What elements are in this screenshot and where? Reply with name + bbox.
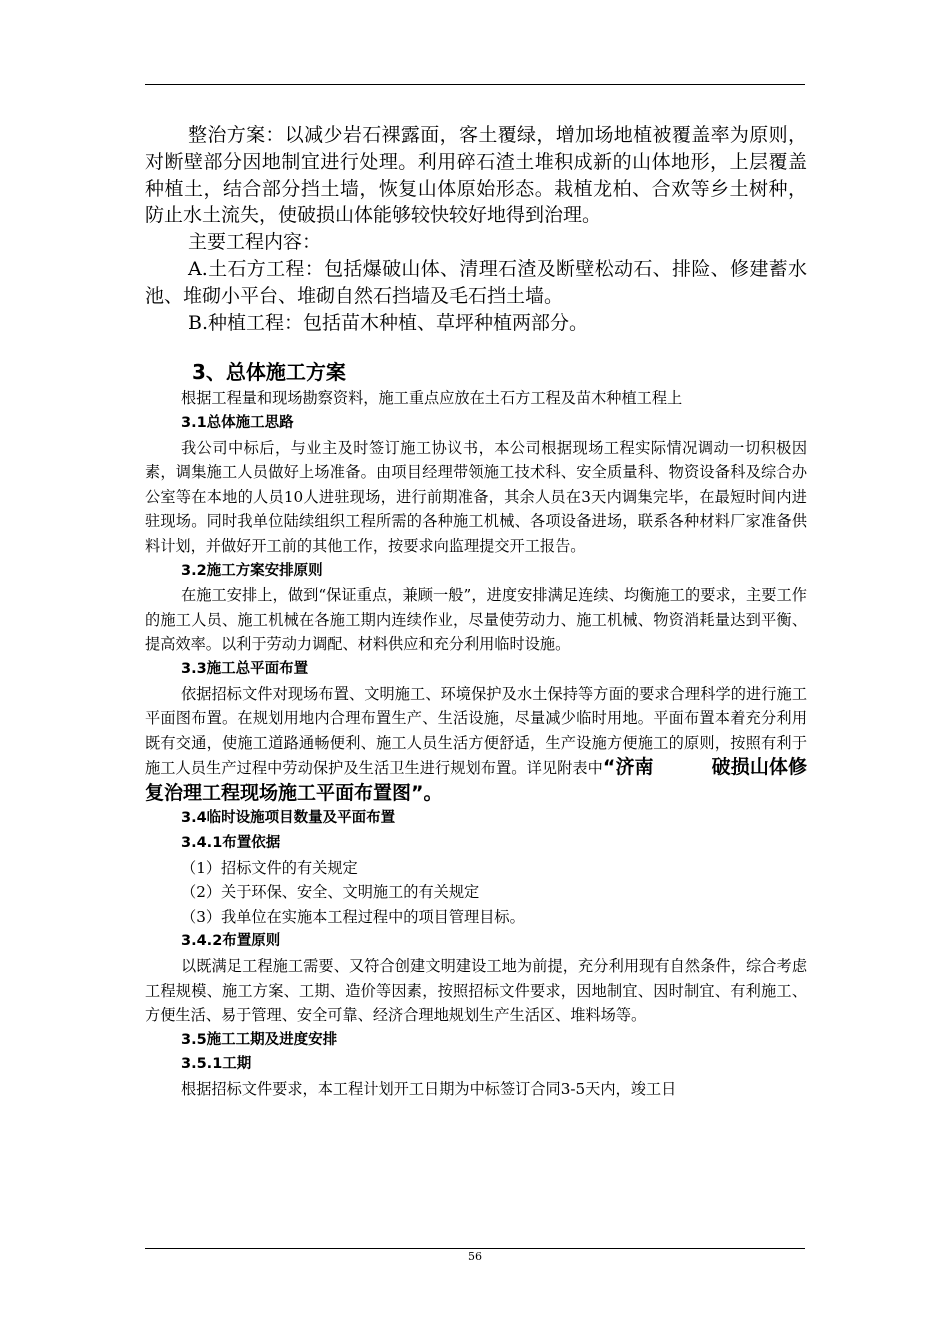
layout-plan-title-part-1: “济南	[602, 756, 654, 779]
list-item-basis-3: （3）我单位在实施本工程过程中的项目管理目标。	[181, 907, 525, 926]
paragraph-3-3-text: 依据招标文件对现场布置、文明施工、环境保护及水土保持等方面的要求合理科学的进行施工平面图布置。在规划用地内合理布置生产、生活设施，尽量减少临时用地。平面布置本着充分利用既有交通，使施工道路通畅便利、施工人员生活方便舒适，生产设施方便施工的原则，按照有利于施工人员生产过程中劳动保护及生活卫生进行规划布置。详见附表中	[145, 684, 807, 778]
heading-3-5: 3.5施工工期及进度安排	[181, 1031, 338, 1048]
paragraph-planting: B.种植工程：包括苗木种植、草坪种植两部分。	[188, 311, 589, 334]
heading-3-4-2: 3.4.2布置原则	[181, 933, 281, 950]
footer-rule	[145, 1248, 805, 1249]
paragraph-remediation-plan: 整治方案：以减少岩石裸露面，客土覆绿，增加场地植被覆盖率为原则，对断壁部分因地制宜进行处理。利用碎石渣土堆积成新的山体地形，上层覆盖种植土，结合部分挡土墙，恢复山体原始形态。栽植龙柏、合欢等乡土树种，防止水土流失，使破损山体能够较快较好地得到治理。	[145, 124, 807, 227]
heading-3-2: 3.2施工方案安排原则	[181, 562, 323, 579]
section-3-intro: 根据工程量和现场勘察资料，施工重点应放在土石方工程及苗木种植工程上	[181, 389, 683, 408]
heading-3-4-1: 3.4.1布置依据	[181, 835, 281, 852]
list-item-basis-1: （1）招标文件的有关规定	[181, 858, 358, 877]
layout-plan-title-end: 。	[423, 781, 443, 804]
header-rule	[145, 84, 805, 85]
heading-3-5-1: 3.5.1工期	[181, 1056, 252, 1073]
heading-3-1: 3.1总体施工思路	[181, 414, 294, 431]
list-item-basis-2: （2）关于环保、安全、文明施工的有关规定	[181, 883, 480, 902]
paragraph-3-1: 我公司中标后，与业主及时签订施工协议书，本公司根据现场工程实际情况调动一切积极因素，调集施工人员做好上场准备。由项目经理带领施工技术科、安全质量科、物资设备科及综合办公室等在本地的人员10人进驻现场，进行前期准备，其余人员在3天内调集完毕，在最短时间内进驻现场。同时我单位陆续组织工程所需的各种施工机械、各项设备进场，联系各种材料厂家准备供料计划，并做好开工前的其他工作，按要求向监理提交开工报告。	[145, 438, 807, 555]
section-heading-3: 3、总体施工方案	[192, 360, 346, 385]
paragraph-3-3	[145, 682, 807, 807]
paragraph-3-4-2: 以既满足工程施工需要、又符合创建文明建设工地为前提，充分利用现有自然条件，综合考虑工程规模、施工方案、工期、造价等因素，按照招标文件要求，因地制宜、因时制宜、有利施工、方便生活、易于管理、安全可靠、经济合理地规划生产生活区、堆料场等。	[145, 957, 807, 1025]
layout-plan-title-part-2: 破损山体修复治理工程现场施工平面布置图”	[145, 756, 807, 804]
page-number: 56	[468, 1250, 482, 1263]
paragraph-earthwork: A.土石方工程：包括爆破山体、清理石渣及断壁松动石、排险、修建蓄水池、堆砌小平台、堆砌自然石挡墙及毛石挡土墙。	[145, 257, 807, 307]
page-content	[145, 122, 807, 1102]
paragraph-3-5-1: 根据招标文件要求，本工程计划开工日期为中标签订合同3-5天内，竣工日	[181, 1080, 677, 1098]
heading-3-4: 3.4临时设施项目数量及平面布置	[181, 810, 396, 827]
paragraph-3-2: 在施工安排上，做到“保证重点，兼顾一般”，进度安排满足连续、均衡施工的要求，主要工作的施工人员、施工机械在各施工期内连续作业，尽量使劳动力、施工机械、物资消耗量达到平衡、提高效率。以利于劳动力调配、材料供应和充分利用临时设施。	[145, 586, 807, 654]
heading-3-3: 3.3施工总平面布置	[181, 660, 309, 677]
paragraph-main-work-label: 主要工程内容：	[188, 231, 322, 254]
